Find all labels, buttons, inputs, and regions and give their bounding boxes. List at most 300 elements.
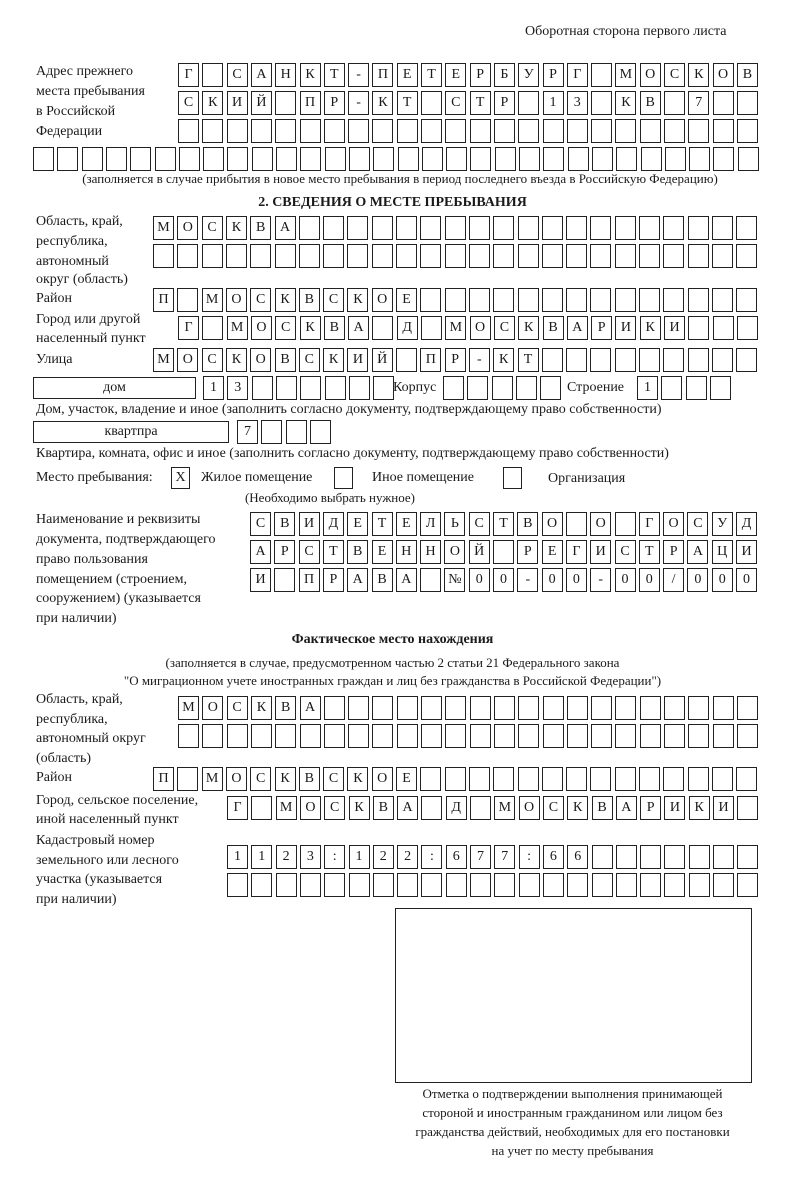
char-box[interactable] bbox=[299, 244, 320, 268]
char-box[interactable]: С bbox=[227, 63, 248, 87]
char-box[interactable] bbox=[349, 873, 370, 897]
char-box[interactable]: 1 bbox=[543, 91, 564, 115]
char-box[interactable] bbox=[615, 724, 636, 748]
char-box[interactable] bbox=[372, 216, 393, 240]
char-box[interactable]: Т bbox=[639, 540, 660, 564]
char-box[interactable] bbox=[492, 376, 513, 400]
char-box[interactable]: А bbox=[567, 316, 588, 340]
char-box[interactable]: - bbox=[517, 568, 538, 592]
char-box[interactable] bbox=[421, 796, 442, 820]
char-box[interactable]: О bbox=[519, 796, 540, 820]
char-box[interactable] bbox=[663, 288, 684, 312]
char-box[interactable] bbox=[324, 873, 345, 897]
char-box[interactable] bbox=[494, 724, 515, 748]
char-box[interactable]: В bbox=[640, 91, 661, 115]
char-box[interactable] bbox=[542, 288, 563, 312]
char-box[interactable]: Г bbox=[178, 63, 199, 87]
char-box[interactable]: И bbox=[664, 796, 685, 820]
char-box[interactable]: К bbox=[226, 348, 247, 372]
char-box[interactable]: К bbox=[323, 348, 344, 372]
char-box[interactable] bbox=[106, 147, 127, 171]
char-box[interactable] bbox=[252, 147, 273, 171]
char-box[interactable] bbox=[543, 696, 564, 720]
char-box[interactable]: Д bbox=[397, 316, 418, 340]
char-box[interactable]: Т bbox=[493, 512, 514, 536]
char-box[interactable]: А bbox=[275, 216, 296, 240]
char-box[interactable]: С bbox=[324, 796, 345, 820]
char-box[interactable] bbox=[494, 696, 515, 720]
char-box[interactable] bbox=[688, 119, 709, 143]
char-box[interactable]: Р bbox=[324, 91, 345, 115]
char-box[interactable] bbox=[372, 119, 393, 143]
char-box[interactable]: А bbox=[300, 696, 321, 720]
char-box[interactable]: Т bbox=[518, 348, 539, 372]
char-box[interactable] bbox=[420, 216, 441, 240]
char-box[interactable] bbox=[590, 216, 611, 240]
char-box[interactable] bbox=[202, 119, 223, 143]
char-box[interactable]: М bbox=[202, 288, 223, 312]
char-box[interactable] bbox=[664, 119, 685, 143]
char-box[interactable]: Р bbox=[445, 348, 466, 372]
char-box[interactable] bbox=[712, 216, 733, 240]
char-box[interactable] bbox=[590, 348, 611, 372]
char-box[interactable]: К bbox=[275, 288, 296, 312]
char-box[interactable] bbox=[566, 244, 587, 268]
char-box[interactable] bbox=[227, 724, 248, 748]
char-box[interactable]: В bbox=[373, 796, 394, 820]
char-box[interactable]: Т bbox=[421, 63, 442, 87]
char-box[interactable]: Г bbox=[178, 316, 199, 340]
char-box[interactable]: К bbox=[349, 796, 370, 820]
char-box[interactable]: К bbox=[615, 91, 636, 115]
char-box[interactable]: В bbox=[737, 63, 758, 87]
char-box[interactable] bbox=[227, 147, 248, 171]
char-box[interactable] bbox=[639, 767, 660, 791]
char-box[interactable] bbox=[397, 724, 418, 748]
char-box[interactable] bbox=[446, 147, 467, 171]
char-box[interactable]: 2 bbox=[276, 845, 297, 869]
char-box[interactable] bbox=[348, 119, 369, 143]
char-box[interactable] bbox=[420, 568, 441, 592]
char-box[interactable]: К bbox=[226, 216, 247, 240]
char-box[interactable] bbox=[640, 873, 661, 897]
char-box[interactable] bbox=[592, 873, 613, 897]
char-box[interactable] bbox=[274, 568, 295, 592]
char-box[interactable] bbox=[495, 147, 516, 171]
char-box[interactable]: 0 bbox=[493, 568, 514, 592]
char-box[interactable] bbox=[591, 91, 612, 115]
char-box[interactable] bbox=[639, 216, 660, 240]
char-box[interactable]: В bbox=[299, 288, 320, 312]
char-box[interactable]: Д bbox=[446, 796, 467, 820]
char-box[interactable]: О bbox=[640, 63, 661, 87]
char-box[interactable] bbox=[736, 767, 757, 791]
char-box[interactable] bbox=[566, 767, 587, 791]
char-box[interactable] bbox=[153, 244, 174, 268]
char-box[interactable]: 1 bbox=[227, 845, 248, 869]
char-box[interactable] bbox=[688, 767, 709, 791]
char-box[interactable]: М bbox=[153, 348, 174, 372]
char-box[interactable]: 0 bbox=[687, 568, 708, 592]
char-box[interactable]: И bbox=[736, 540, 757, 564]
char-box[interactable] bbox=[177, 244, 198, 268]
char-box[interactable] bbox=[640, 696, 661, 720]
char-box[interactable]: В bbox=[324, 316, 345, 340]
char-box[interactable] bbox=[712, 767, 733, 791]
char-box[interactable] bbox=[712, 244, 733, 268]
char-box[interactable] bbox=[591, 696, 612, 720]
char-box[interactable] bbox=[420, 767, 441, 791]
flat-type-field[interactable]: квартпра bbox=[33, 421, 229, 443]
char-box[interactable] bbox=[178, 724, 199, 748]
char-box[interactable]: Т bbox=[397, 91, 418, 115]
char-box[interactable]: О bbox=[542, 512, 563, 536]
char-box[interactable] bbox=[543, 873, 564, 897]
char-box[interactable] bbox=[250, 244, 271, 268]
char-box[interactable] bbox=[470, 119, 491, 143]
char-box[interactable] bbox=[493, 216, 514, 240]
char-box[interactable]: М bbox=[276, 796, 297, 820]
char-box[interactable] bbox=[470, 147, 491, 171]
char-box[interactable] bbox=[177, 288, 198, 312]
char-box[interactable] bbox=[470, 696, 491, 720]
char-box[interactable] bbox=[178, 119, 199, 143]
char-box[interactable] bbox=[567, 696, 588, 720]
char-box[interactable] bbox=[542, 244, 563, 268]
char-box[interactable]: С bbox=[323, 767, 344, 791]
char-box[interactable] bbox=[469, 288, 490, 312]
char-box[interactable]: К bbox=[688, 63, 709, 87]
char-box[interactable]: Е bbox=[347, 512, 368, 536]
char-box[interactable]: А bbox=[687, 540, 708, 564]
char-box[interactable] bbox=[518, 119, 539, 143]
char-box[interactable]: Е bbox=[396, 767, 417, 791]
char-box[interactable] bbox=[664, 845, 685, 869]
char-box[interactable] bbox=[518, 288, 539, 312]
char-box[interactable] bbox=[227, 119, 248, 143]
char-box[interactable] bbox=[639, 348, 660, 372]
char-box[interactable]: К bbox=[275, 767, 296, 791]
char-box[interactable] bbox=[689, 147, 710, 171]
char-box[interactable] bbox=[736, 348, 757, 372]
char-box[interactable]: К bbox=[347, 767, 368, 791]
char-box[interactable] bbox=[663, 348, 684, 372]
char-box[interactable] bbox=[689, 873, 710, 897]
char-box[interactable]: 0 bbox=[566, 568, 587, 592]
char-box[interactable] bbox=[494, 873, 515, 897]
char-box[interactable]: 1 bbox=[637, 376, 658, 400]
char-box[interactable] bbox=[736, 244, 757, 268]
char-box[interactable] bbox=[396, 244, 417, 268]
char-box[interactable]: О bbox=[444, 540, 465, 564]
char-box[interactable] bbox=[665, 147, 686, 171]
char-box[interactable] bbox=[615, 767, 636, 791]
char-box[interactable] bbox=[469, 244, 490, 268]
char-box[interactable] bbox=[663, 244, 684, 268]
char-box[interactable] bbox=[397, 696, 418, 720]
char-box[interactable] bbox=[688, 348, 709, 372]
char-box[interactable] bbox=[737, 316, 758, 340]
char-box[interactable] bbox=[616, 845, 637, 869]
char-box[interactable]: Д bbox=[736, 512, 757, 536]
char-box[interactable] bbox=[518, 696, 539, 720]
char-box[interactable]: - bbox=[590, 568, 611, 592]
char-box[interactable] bbox=[664, 724, 685, 748]
char-box[interactable]: 0 bbox=[736, 568, 757, 592]
char-box[interactable] bbox=[421, 873, 442, 897]
char-box[interactable] bbox=[421, 724, 442, 748]
char-box[interactable] bbox=[325, 147, 346, 171]
char-box[interactable]: Е bbox=[542, 540, 563, 564]
char-box[interactable] bbox=[398, 147, 419, 171]
char-box[interactable]: Д bbox=[323, 512, 344, 536]
char-box[interactable]: Е bbox=[396, 512, 417, 536]
char-box[interactable]: Е bbox=[396, 288, 417, 312]
char-box[interactable] bbox=[688, 216, 709, 240]
char-box[interactable] bbox=[202, 724, 223, 748]
char-box[interactable] bbox=[324, 696, 345, 720]
char-box[interactable] bbox=[713, 845, 734, 869]
char-box[interactable] bbox=[130, 147, 151, 171]
char-box[interactable]: О bbox=[470, 316, 491, 340]
char-box[interactable] bbox=[226, 244, 247, 268]
char-box[interactable] bbox=[493, 767, 514, 791]
char-box[interactable]: К bbox=[300, 316, 321, 340]
char-box[interactable]: О bbox=[250, 348, 271, 372]
char-box[interactable]: В bbox=[299, 767, 320, 791]
char-box[interactable]: Ц bbox=[712, 540, 733, 564]
char-box[interactable]: Т bbox=[324, 63, 345, 87]
char-box[interactable] bbox=[493, 288, 514, 312]
char-box[interactable]: 1 bbox=[203, 376, 224, 400]
char-box[interactable]: С bbox=[664, 63, 685, 87]
char-box[interactable] bbox=[422, 147, 443, 171]
char-box[interactable] bbox=[688, 244, 709, 268]
char-box[interactable]: О bbox=[177, 216, 198, 240]
char-box[interactable] bbox=[712, 348, 733, 372]
char-box[interactable] bbox=[202, 244, 223, 268]
char-box[interactable] bbox=[737, 91, 758, 115]
char-box[interactable]: К bbox=[567, 796, 588, 820]
char-box[interactable]: А bbox=[396, 568, 417, 592]
char-box[interactable]: Н bbox=[396, 540, 417, 564]
char-box[interactable] bbox=[467, 376, 488, 400]
char-box[interactable] bbox=[566, 512, 587, 536]
char-box[interactable] bbox=[591, 63, 612, 87]
char-box[interactable] bbox=[397, 119, 418, 143]
char-box[interactable]: 1 bbox=[251, 845, 272, 869]
char-box[interactable] bbox=[300, 724, 321, 748]
stay-option-other-checkbox[interactable] bbox=[334, 467, 353, 489]
char-box[interactable] bbox=[396, 348, 417, 372]
char-box[interactable]: С bbox=[323, 288, 344, 312]
char-box[interactable]: А bbox=[397, 796, 418, 820]
char-box[interactable] bbox=[686, 376, 707, 400]
char-box[interactable] bbox=[737, 724, 758, 748]
char-box[interactable]: Б bbox=[494, 63, 515, 87]
char-box[interactable] bbox=[420, 244, 441, 268]
char-box[interactable]: Е bbox=[397, 63, 418, 87]
char-box[interactable] bbox=[516, 376, 537, 400]
char-box[interactable]: 0 bbox=[542, 568, 563, 592]
char-box[interactable] bbox=[57, 147, 78, 171]
char-box[interactable] bbox=[372, 724, 393, 748]
char-box[interactable] bbox=[640, 119, 661, 143]
char-box[interactable] bbox=[276, 873, 297, 897]
char-box[interactable]: В bbox=[275, 696, 296, 720]
char-box[interactable]: Р bbox=[470, 63, 491, 87]
char-box[interactable] bbox=[664, 696, 685, 720]
char-box[interactable]: Й bbox=[469, 540, 490, 564]
char-box[interactable]: 0 bbox=[469, 568, 490, 592]
char-box[interactable]: К bbox=[689, 796, 710, 820]
char-box[interactable] bbox=[348, 724, 369, 748]
char-box[interactable] bbox=[323, 216, 344, 240]
char-box[interactable] bbox=[252, 376, 273, 400]
char-box[interactable] bbox=[349, 376, 370, 400]
char-box[interactable] bbox=[663, 216, 684, 240]
char-box[interactable]: Р bbox=[517, 540, 538, 564]
char-box[interactable] bbox=[712, 288, 733, 312]
char-box[interactable] bbox=[373, 147, 394, 171]
char-box[interactable] bbox=[445, 288, 466, 312]
char-box[interactable] bbox=[639, 288, 660, 312]
char-box[interactable] bbox=[519, 147, 540, 171]
char-box[interactable] bbox=[567, 873, 588, 897]
char-box[interactable]: 3 bbox=[300, 845, 321, 869]
char-box[interactable]: М bbox=[227, 316, 248, 340]
char-box[interactable] bbox=[543, 147, 564, 171]
char-box[interactable] bbox=[493, 244, 514, 268]
char-box[interactable]: П bbox=[153, 767, 174, 791]
char-box[interactable] bbox=[324, 724, 345, 748]
char-box[interactable]: П bbox=[153, 288, 174, 312]
char-box[interactable] bbox=[641, 147, 662, 171]
char-box[interactable] bbox=[347, 216, 368, 240]
char-box[interactable]: : bbox=[324, 845, 345, 869]
char-box[interactable]: И bbox=[250, 568, 271, 592]
char-box[interactable] bbox=[737, 119, 758, 143]
char-box[interactable]: О bbox=[713, 63, 734, 87]
char-box[interactable] bbox=[713, 91, 734, 115]
char-box[interactable]: С bbox=[687, 512, 708, 536]
char-box[interactable] bbox=[688, 288, 709, 312]
char-box[interactable] bbox=[713, 873, 734, 897]
char-box[interactable] bbox=[286, 420, 307, 444]
char-box[interactable] bbox=[421, 696, 442, 720]
char-box[interactable]: В bbox=[250, 216, 271, 240]
char-box[interactable] bbox=[445, 767, 466, 791]
char-box[interactable]: А bbox=[250, 540, 271, 564]
char-box[interactable]: К bbox=[251, 696, 272, 720]
char-box[interactable] bbox=[688, 316, 709, 340]
char-box[interactable] bbox=[710, 376, 731, 400]
char-box[interactable] bbox=[82, 147, 103, 171]
house-type-field[interactable]: дом bbox=[33, 377, 196, 399]
char-box[interactable]: П bbox=[372, 63, 393, 87]
char-box[interactable]: И bbox=[664, 316, 685, 340]
char-box[interactable] bbox=[615, 696, 636, 720]
char-box[interactable] bbox=[300, 376, 321, 400]
char-box[interactable]: А bbox=[251, 63, 272, 87]
char-box[interactable] bbox=[590, 767, 611, 791]
char-box[interactable] bbox=[615, 288, 636, 312]
char-box[interactable]: А bbox=[347, 568, 368, 592]
char-box[interactable] bbox=[590, 288, 611, 312]
char-box[interactable] bbox=[251, 724, 272, 748]
char-box[interactable]: 7 bbox=[688, 91, 709, 115]
char-box[interactable] bbox=[567, 724, 588, 748]
char-box[interactable]: М bbox=[178, 696, 199, 720]
char-box[interactable] bbox=[592, 845, 613, 869]
char-box[interactable] bbox=[276, 376, 297, 400]
char-box[interactable]: В bbox=[543, 316, 564, 340]
char-box[interactable] bbox=[713, 696, 734, 720]
char-box[interactable]: Т bbox=[323, 540, 344, 564]
char-box[interactable] bbox=[469, 767, 490, 791]
char-box[interactable]: С bbox=[494, 316, 515, 340]
char-box[interactable]: М bbox=[153, 216, 174, 240]
char-box[interactable] bbox=[737, 796, 758, 820]
char-box[interactable] bbox=[738, 147, 759, 171]
stay-option-residential-checkbox[interactable]: X bbox=[171, 467, 190, 489]
char-box[interactable]: О bbox=[226, 767, 247, 791]
char-box[interactable]: С bbox=[202, 348, 223, 372]
char-box[interactable] bbox=[372, 316, 393, 340]
char-box[interactable] bbox=[736, 216, 757, 240]
char-box[interactable] bbox=[443, 376, 464, 400]
char-box[interactable]: О bbox=[300, 796, 321, 820]
char-box[interactable] bbox=[664, 873, 685, 897]
char-box[interactable]: О bbox=[226, 288, 247, 312]
char-box[interactable]: В bbox=[347, 540, 368, 564]
char-box[interactable]: 6 bbox=[446, 845, 467, 869]
char-box[interactable] bbox=[615, 512, 636, 536]
char-box[interactable]: К bbox=[202, 91, 223, 115]
char-box[interactable] bbox=[348, 696, 369, 720]
char-box[interactable]: 7 bbox=[494, 845, 515, 869]
char-box[interactable] bbox=[421, 316, 442, 340]
char-box[interactable] bbox=[713, 316, 734, 340]
char-box[interactable] bbox=[542, 767, 563, 791]
char-box[interactable]: О bbox=[663, 512, 684, 536]
char-box[interactable] bbox=[275, 119, 296, 143]
char-box[interactable] bbox=[300, 119, 321, 143]
char-box[interactable] bbox=[227, 873, 248, 897]
char-box[interactable]: И bbox=[615, 316, 636, 340]
char-box[interactable] bbox=[567, 119, 588, 143]
char-box[interactable]: К bbox=[347, 288, 368, 312]
char-box[interactable]: Р bbox=[494, 91, 515, 115]
char-box[interactable]: Г bbox=[227, 796, 248, 820]
char-box[interactable]: 7 bbox=[470, 845, 491, 869]
char-box[interactable]: С bbox=[227, 696, 248, 720]
char-box[interactable] bbox=[664, 91, 685, 115]
char-box[interactable] bbox=[420, 288, 441, 312]
char-box[interactable]: / bbox=[663, 568, 684, 592]
char-box[interactable]: О bbox=[372, 767, 393, 791]
char-box[interactable] bbox=[421, 119, 442, 143]
char-box[interactable] bbox=[543, 724, 564, 748]
char-box[interactable] bbox=[470, 796, 491, 820]
char-box[interactable] bbox=[615, 216, 636, 240]
char-box[interactable] bbox=[518, 91, 539, 115]
char-box[interactable]: А bbox=[348, 316, 369, 340]
char-box[interactable]: В bbox=[274, 512, 295, 536]
char-box[interactable] bbox=[737, 873, 758, 897]
char-box[interactable] bbox=[568, 147, 589, 171]
char-box[interactable]: А bbox=[616, 796, 637, 820]
